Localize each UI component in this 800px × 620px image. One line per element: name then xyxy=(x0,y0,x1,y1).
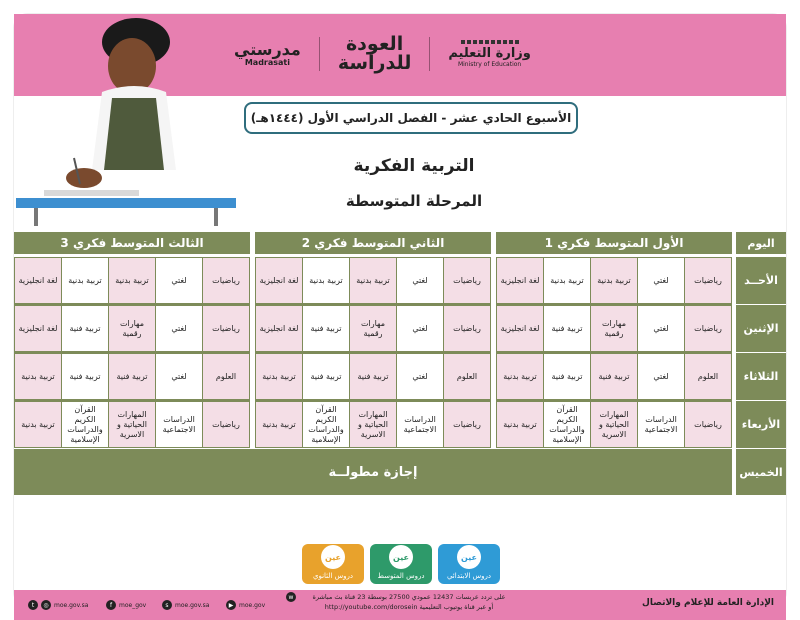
schedule-cell: لغتي xyxy=(156,258,202,303)
schedule-cell: تربية فنية xyxy=(350,354,396,399)
schedule-cell: مهارات رقمية xyxy=(350,306,396,351)
ein-logo-icon: عين xyxy=(389,545,413,569)
schedule-cell: لغتي xyxy=(638,354,684,399)
schedule-cell: تربية بدنية xyxy=(256,354,302,399)
day-column-header: اليوم xyxy=(736,232,786,254)
footer-broadcast-info xyxy=(294,593,524,613)
logo-row xyxy=(234,32,766,76)
schedule-cell: المهارات الحياتية و الاسرية xyxy=(350,402,396,447)
grade-header: الأول المتوسط فكري 1 xyxy=(496,232,732,254)
schedule-cell: لغة انجليزية xyxy=(497,306,543,351)
schedule-cell: المهارات الحياتية و الاسرية xyxy=(109,402,155,447)
web-icon: w xyxy=(286,592,296,602)
day-label: الأربعاء xyxy=(736,401,786,448)
schedule-cell: تربية فنية xyxy=(109,354,155,399)
social-facebook[interactable] xyxy=(106,600,146,610)
schedule-cell: القرآن الكريم والدراسات الإسلامية xyxy=(62,402,108,447)
day-label: الأحــد xyxy=(736,257,786,304)
schedule-cell: تربية فنية xyxy=(591,354,637,399)
schedule-cell: تربية بدنية xyxy=(15,402,61,447)
social-handle: moe.gov.sa xyxy=(54,601,89,609)
schedule-cell: لغتي xyxy=(397,306,443,351)
footer-line1: على تردد عربسات 12437 عمودي 27500 بوسطة 23 قناة بث مباشرة xyxy=(312,593,506,601)
media-dept-logo: الإدارة العامة للإعلام والاتصال xyxy=(642,598,774,608)
secondary-lessons-badge[interactable] xyxy=(302,544,364,584)
schedule-cell: تربية بدنية xyxy=(62,258,108,303)
schedule-cell: لغة انجليزية xyxy=(15,258,61,303)
subject-title: التربية الفكرية xyxy=(353,156,475,176)
badge-label: دروس الابتدائي xyxy=(446,572,492,580)
social-youtube[interactable] xyxy=(226,600,265,610)
schedule-cell: تربية بدنية xyxy=(256,402,302,447)
schedule-cell: لغة انجليزية xyxy=(497,258,543,303)
schedule-cell: رياضيات xyxy=(685,306,731,351)
schedule-cell: تربية بدنية xyxy=(109,258,155,303)
logo-divider xyxy=(319,37,320,71)
schedule-cell: رياضيات xyxy=(444,258,490,303)
schedule-cell: تربية بدنية xyxy=(15,354,61,399)
twitter-icon: t xyxy=(28,600,38,610)
schedule-cell: الدراسات الاجتماعية xyxy=(156,402,202,447)
schedule-cell: رياضيات xyxy=(444,306,490,351)
badge-label: دروس المتوسط xyxy=(377,572,425,580)
social-snapchat[interactable] xyxy=(162,600,209,610)
schedule-cell: رياضيات xyxy=(685,402,731,447)
schedule-cell: تربية بدنية xyxy=(544,258,590,303)
return-line1: العودة xyxy=(345,33,404,55)
social-handle: moe.gov xyxy=(239,601,266,609)
footer-band xyxy=(14,590,786,620)
schedule-cell: لغتي xyxy=(156,306,202,351)
return-line2: للدراسة xyxy=(337,52,412,74)
social-twitter[interactable] xyxy=(28,600,88,610)
footer-line2[interactable]: أو عبر قناة يوتيوب التعليمية http://youtube.com/dorosein xyxy=(324,602,494,611)
schedule-cell: تربية بدنية xyxy=(497,402,543,447)
schedule-cell: لغتي xyxy=(156,354,202,399)
return-logo xyxy=(338,35,412,73)
schedule-cell: لغة انجليزية xyxy=(256,258,302,303)
schedule-cell: تربية فنية xyxy=(62,306,108,351)
youtube-icon: ▶ xyxy=(226,600,236,610)
student-illustration xyxy=(14,20,244,226)
madrasati-name: مدرستي xyxy=(234,39,301,59)
schedule-cell: لغتي xyxy=(397,258,443,303)
schedule-cell: لغة انجليزية xyxy=(15,306,61,351)
schedule-cell: تربية فنية xyxy=(62,354,108,399)
instagram-icon: ◎ xyxy=(41,600,51,610)
schedule-cell: مهارات رقمية xyxy=(109,306,155,351)
schedule-cell: لغتي xyxy=(638,306,684,351)
day-label: الإثنين xyxy=(736,305,786,352)
ministry-name-en: Ministry of Education xyxy=(457,61,522,69)
holiday-banner: إجازة مطولــة xyxy=(14,449,732,495)
day-label: الثلاثاء xyxy=(736,353,786,400)
ministry-logo xyxy=(448,40,531,68)
schedule-cell: لغة انجليزية xyxy=(256,306,302,351)
social-handle: moe_gov xyxy=(119,601,147,609)
ministry-name: وزارة التعليم xyxy=(448,45,531,61)
schedule-cell: لغتي xyxy=(638,258,684,303)
schedule-cell: لغتي xyxy=(397,354,443,399)
madrasati-name-en: Madrasati xyxy=(244,58,290,68)
schedule-cell: تربية فنية xyxy=(544,354,590,399)
schedule-cell: المهارات الحياتية و الاسرية xyxy=(591,402,637,447)
schedule-cell: مهارات رقمية xyxy=(591,306,637,351)
schedule-cell: تربية بدنية xyxy=(350,258,396,303)
stage-title: المرحلة المتوسطة xyxy=(345,192,483,210)
schedule-cell: رياضيات xyxy=(203,306,249,351)
logo-divider xyxy=(429,37,430,71)
week-banner: الأسبوع الحادي عشر - الفصل الدراسي الأول (١٤٤٤هـ) xyxy=(244,102,578,134)
schedule-cell: تربية فنية xyxy=(303,354,349,399)
schedule-cell: تربية بدنية xyxy=(591,258,637,303)
schedule-cell: الدراسات الاجتماعية xyxy=(397,402,443,447)
ein-logo-icon: عين xyxy=(321,545,345,569)
ein-logo-icon: عين xyxy=(457,545,481,569)
snapchat-icon: s xyxy=(162,600,172,610)
schedule-cell: القرآن الكريم والدراسات الإسلامية xyxy=(544,402,590,447)
schedule-cell: رياضيات xyxy=(203,402,249,447)
schedule-cell: رياضيات xyxy=(203,258,249,303)
grade-header: الثالث المتوسط فكري 3 xyxy=(14,232,250,254)
schedule-cell: تربية بدنية xyxy=(497,354,543,399)
badge-label: دروس الثانوي xyxy=(312,572,353,580)
ministry-dots-icon xyxy=(461,40,519,44)
day-label-thursday: الخميس xyxy=(736,449,786,495)
primary-lessons-badge[interactable] xyxy=(438,544,500,584)
schedule-cell: العلوم xyxy=(685,354,731,399)
madrasati-logo xyxy=(234,41,301,68)
schedule-cell: العلوم xyxy=(444,354,490,399)
schedule-cell: تربية بدنية xyxy=(303,258,349,303)
schedule-cell: تربية فنية xyxy=(544,306,590,351)
grade-header: الثاني المتوسط فكري 2 xyxy=(255,232,491,254)
facebook-icon: f xyxy=(106,600,116,610)
schedule-cell: رياضيات xyxy=(685,258,731,303)
intermediate-lessons-badge[interactable] xyxy=(370,544,432,584)
social-handle: moe.gov.sa xyxy=(175,601,210,609)
schedule-cell: العلوم xyxy=(203,354,249,399)
schedule-cell: الدراسات الاجتماعية xyxy=(638,402,684,447)
schedule-cell: تربية فنية xyxy=(303,306,349,351)
schedule-cell: القرآن الكريم والدراسات الإسلامية xyxy=(303,402,349,447)
schedule-card xyxy=(14,14,786,611)
schedule-cell: رياضيات xyxy=(444,402,490,447)
